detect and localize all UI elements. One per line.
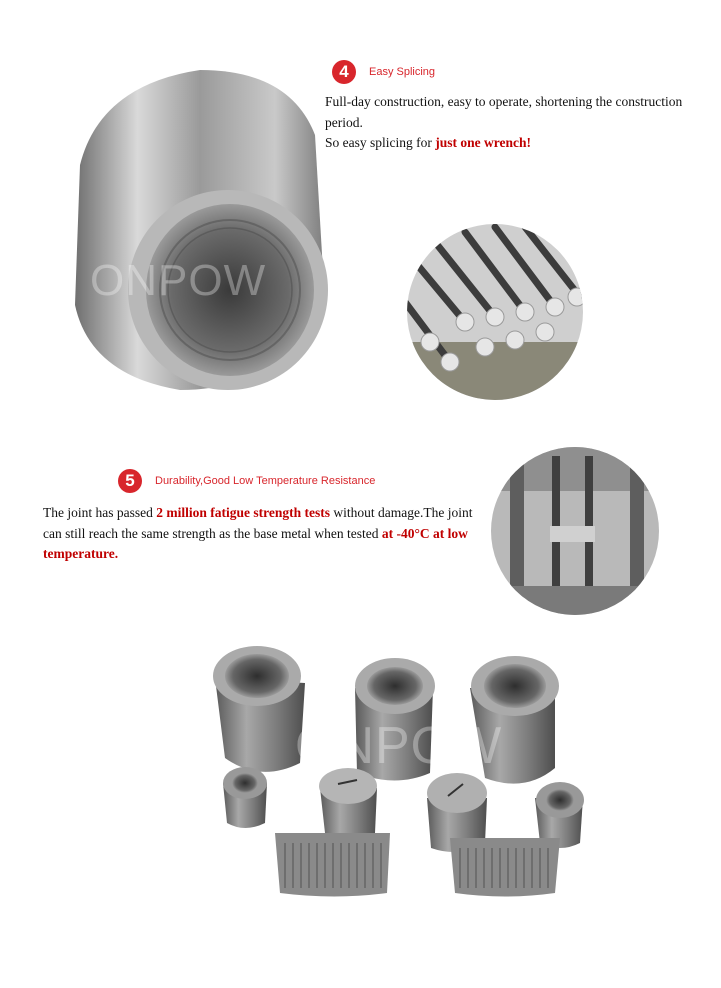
steel-sleeve-photo [60, 45, 335, 400]
section4-line2-text: So easy splicing for [325, 135, 436, 150]
section5-heading: Durability,Good Low Temperature Resistance [155, 475, 376, 487]
section5-highlight-fatigue: 2 million fatigue strength tests [156, 505, 330, 520]
section4-line1: Full-day construction, easy to operate, shortening the construction period. [325, 94, 683, 130]
rebar-couplers-photo [405, 222, 585, 402]
testing-machine-photo [490, 446, 660, 616]
section4-number-badge: 4 [332, 60, 356, 84]
watermark-text: ONPOW [90, 256, 267, 305]
section5-highlight-temperature: at -40°C at low temperature. [43, 525, 468, 561]
section4-highlight: just one wrench! [435, 135, 531, 150]
coupler-products-photo [205, 638, 600, 898]
watermark-text-bottom: ONPOW [295, 717, 503, 775]
section5-description [43, 503, 483, 565]
section5-text-a: The joint has passed [43, 505, 157, 520]
section5-number-badge: 5 [118, 469, 142, 493]
section4-line2 [325, 133, 700, 154]
section5-text-b: without damage.The joint can still reach the same strength as the base metal when tested [43, 505, 473, 541]
section4-description [325, 92, 700, 154]
section4-heading: Easy Splicing [369, 66, 436, 78]
